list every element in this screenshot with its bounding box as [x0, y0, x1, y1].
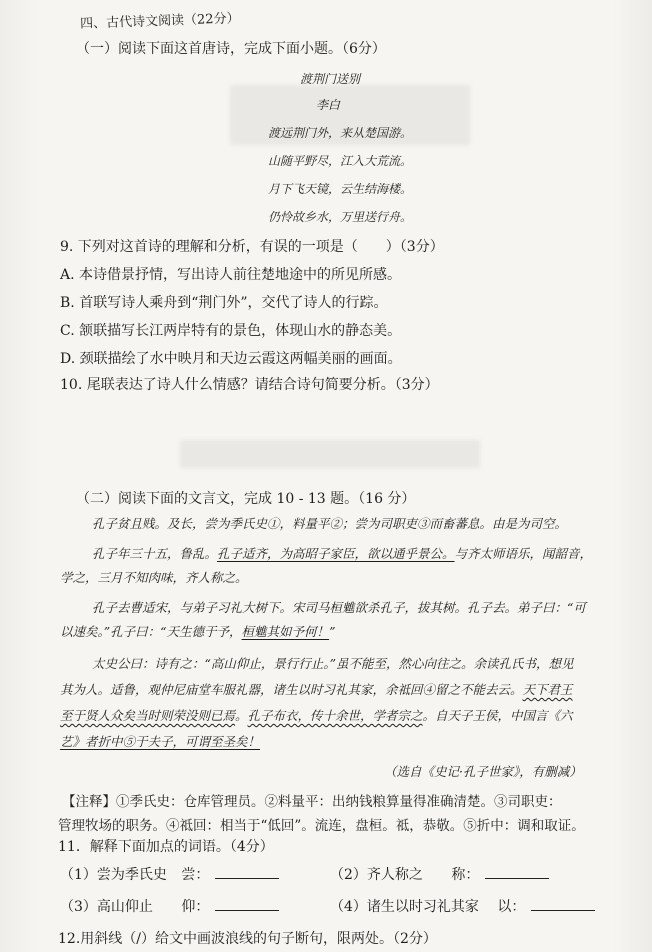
- passage-para-3a: 孔子去曹适宋，与弟子习礼大树下。宋司马桓魋欲杀孔子，拔其树。孔子去。弟子曰：“可: [92, 600, 586, 615]
- q11-phrase: （4）诸生以时习礼其家: [330, 899, 479, 915]
- q10-stem: 10. 尾联表达了诗人什么情感？请结合诗句简要分析。（3分）: [60, 377, 439, 393]
- poem-author: 李白: [316, 98, 341, 112]
- passage-source: （选自《史记·孔子世家》，有删减）: [384, 764, 582, 779]
- passage-para-4b: [60, 680, 573, 698]
- q11-item-1: [60, 864, 279, 884]
- wavy-sentence: 孔子布衣，传十余世，学者宗之: [247, 708, 423, 723]
- answer-blank[interactable]: [215, 896, 279, 911]
- q11-word: 仰：: [181, 899, 210, 915]
- underlined-sentence: 艺》者折中⑤于夫子，可谓至圣矣！: [60, 734, 261, 749]
- passage-text: 其为人。适鲁，观仲尼庙堂车服礼器，诸生以时习礼其家，余祗回④留之不能去云。: [60, 682, 523, 697]
- passage-text: 以速矣。”孔子曰：“天生德于予，: [60, 624, 242, 639]
- passage-para-2a: [92, 544, 592, 562]
- part1-heading: （一）阅读下面这首唐诗，完成下面小题。（6分）: [76, 41, 386, 57]
- passage-para-4d: [60, 732, 260, 750]
- passage-para-2b: 学之，三月不知肉味，齐人称之。: [60, 570, 248, 585]
- q11-item-4: [330, 896, 595, 916]
- wavy-sentence: 天下君王: [522, 682, 573, 697]
- annotation-line-1: 【注释】①季氏史：仓库管理员。②料量平：出纳钱粮算量得准确清楚。③司职吏：: [62, 794, 562, 810]
- q11-word: 称：: [451, 867, 480, 883]
- passage-para-4a: 太史公曰：诗有之：“高山仰止，景行行止。”虽不能至，然心向往之。余读孔氏书，想见: [92, 656, 574, 671]
- q11-item-3: [60, 896, 279, 916]
- passage-text: 孔子年三十五，鲁乱。: [92, 546, 218, 561]
- passage-para-1: 孔子贫且贱。及长，尝为季氏史①，料量平②；尝为司职吏③而畜蕃息。由是为司空。: [92, 516, 568, 531]
- underlined-sentence: 桓魋其如予何！: [241, 624, 330, 639]
- answer-blank[interactable]: [485, 864, 549, 879]
- q11-item-2: [330, 864, 549, 884]
- poem-line: 山随平野尽，江入大荒流。: [268, 154, 413, 168]
- passage-text: ”: [329, 624, 336, 639]
- poem-line: 渡远荆门外，来从楚国游。: [268, 126, 413, 140]
- q11-phrase: （2）齐人称之: [330, 867, 423, 883]
- q9-option-d: D. 颈联描绘了水中映月和天边云霞这两幅美丽的画面。: [60, 351, 402, 367]
- q9-stem: 9. 下列对这首诗的理解和分析，有误的一项是（ ）（3分）: [60, 239, 444, 255]
- q9-option-c: C. 颔联描写长江两岸特有的景色，体现山水的静态美。: [60, 323, 402, 339]
- annotation-line-2: 管理牧场的职务。④祗回：相当于“低回”。流连，盘桓。祗，恭敬。⑤折中：调和取证。: [58, 818, 585, 834]
- q9-option-b: B. 首联写诗人乘舟到“荆门外”，交代了诗人的行踪。: [60, 295, 388, 311]
- poem-line: 月下飞天镜，云生结海楼。: [268, 182, 413, 196]
- passage-para-4c: [60, 706, 573, 724]
- q12-stem: 12.用斜线（/）给文中画波浪线的句子断句，限两处。（2分）: [58, 931, 437, 947]
- section-title: 四、古代诗文阅读（22分）: [79, 11, 240, 32]
- q11-word: 以：: [497, 899, 526, 915]
- passage-text: 。自天子王侯，中国言《六: [422, 708, 573, 723]
- poem-line: 仍怜故乡水，万里送行舟。: [268, 210, 413, 224]
- q11-phrase: （3）高山仰止: [60, 899, 153, 915]
- poem-title: 渡荆门送别: [300, 72, 361, 86]
- q11-word: 尝：: [181, 867, 210, 883]
- scan-shadow-2: [180, 440, 480, 468]
- q9-option-a: A. 本诗借景抒情，写出诗人前往楚地途中的所见所感。: [60, 267, 402, 283]
- passage-text: 。: [235, 708, 248, 723]
- part2-heading: （二）阅读下面的文言文，完成 10 - 13 题。（16 分）: [76, 491, 416, 507]
- passage-text: 与齐太师语乐，闻韶音，: [454, 546, 593, 561]
- underlined-sentence: 孔子适齐，为高昭子家臣，欲以通乎景公。: [217, 546, 455, 561]
- answer-blank[interactable]: [215, 864, 279, 879]
- q11-stem: 11．解释下面加点的词语。（4分）: [58, 839, 274, 855]
- passage-para-3b: [60, 622, 335, 640]
- answer-blank[interactable]: [531, 896, 595, 911]
- q11-phrase: （1）尝为季氏史: [60, 867, 167, 883]
- wavy-sentence: 至于贤人众矣当时则荣没则已焉: [60, 708, 236, 723]
